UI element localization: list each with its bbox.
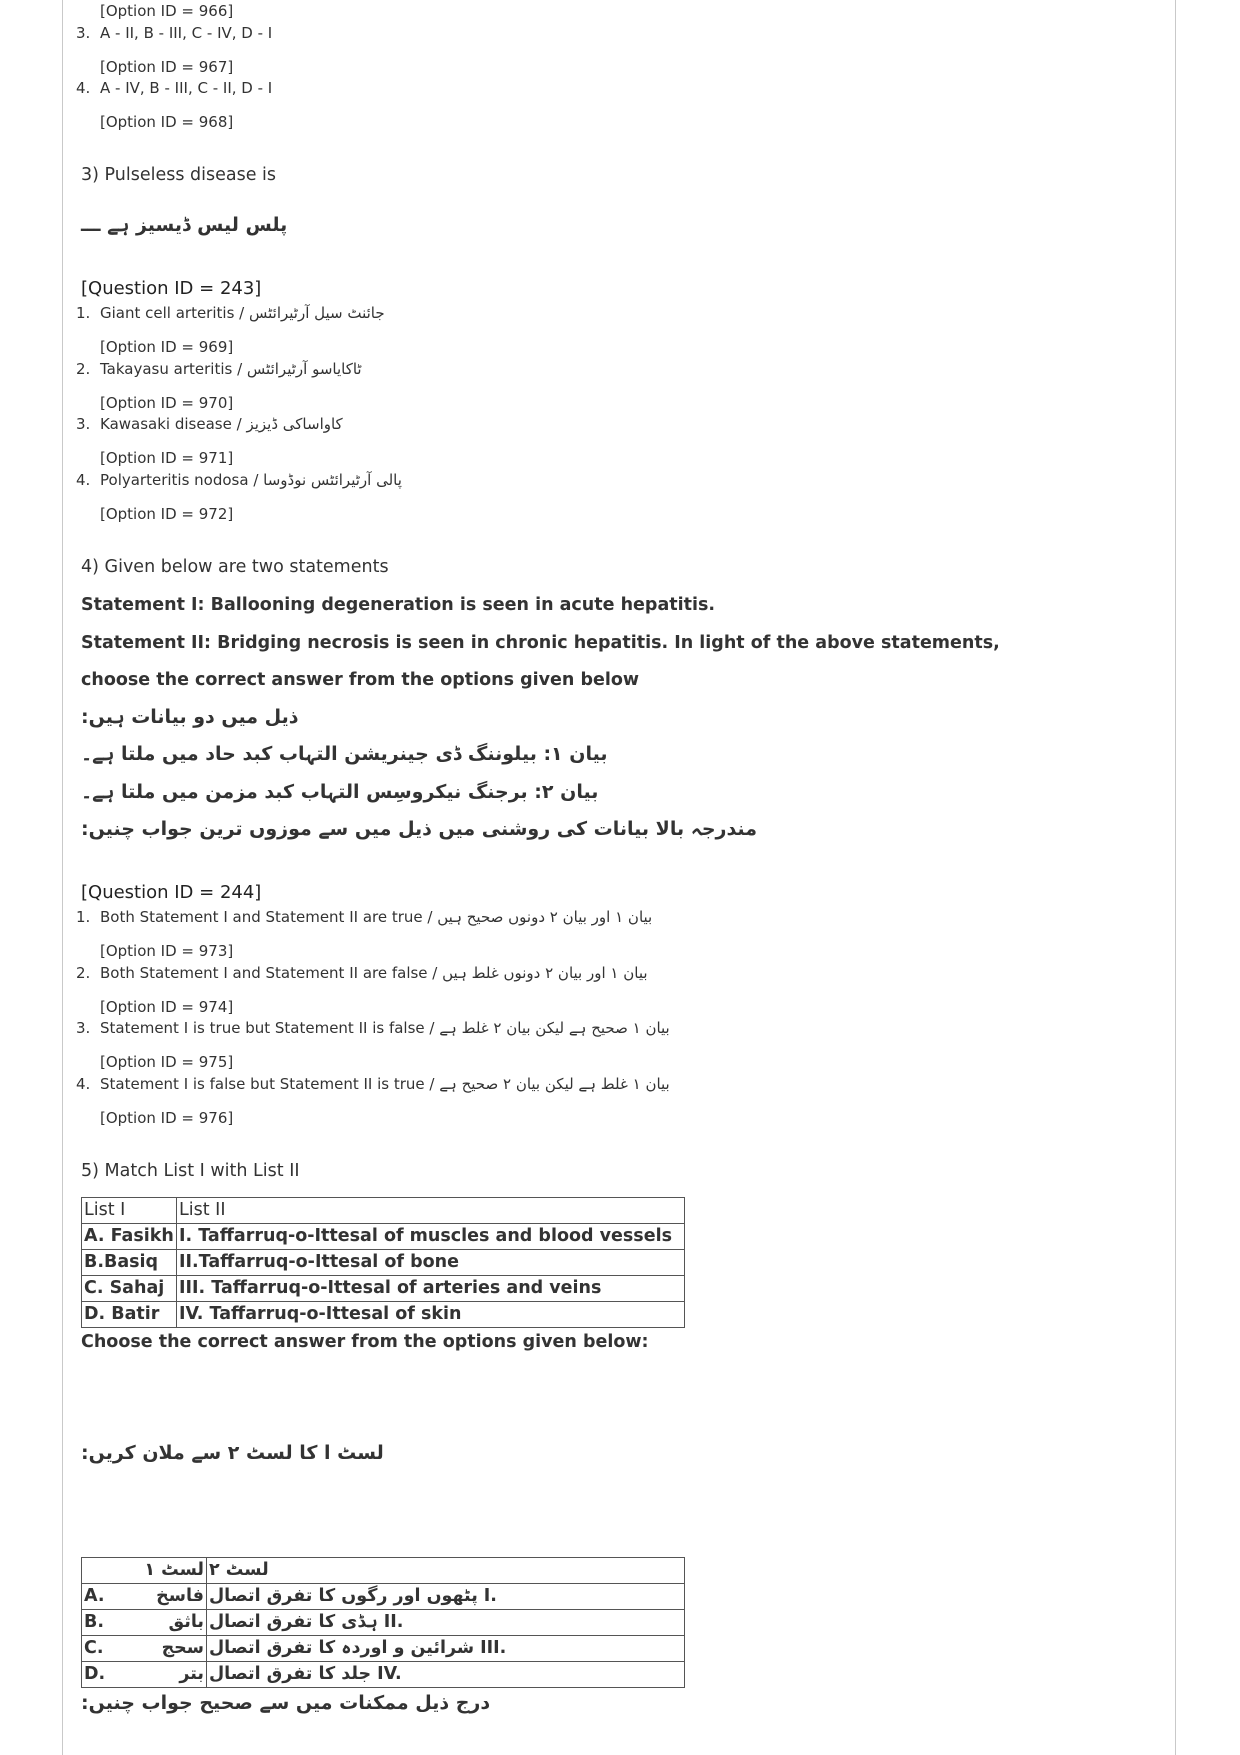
- table-header-cell: لسٹ ۱: [82, 1558, 207, 1584]
- option-text: Both Statement I and Statement II are true / بیان ۱ اور بیان ۲ دونوں صحیح ہیں: [100, 908, 653, 926]
- table-cell: B.Basiq: [82, 1250, 177, 1276]
- urdu-line: ذیل میں دو بیانات ہیں:: [81, 706, 299, 728]
- urdu-choose-instruction: درج ذیل ممکنات میں سے صحیح جواب چنیں:: [81, 1692, 491, 1714]
- table-cell: I. پٹھوں اور رگوں کا تفرق اتصال: [207, 1584, 685, 1610]
- table-cell: B. باثق: [82, 1610, 207, 1636]
- page-border-left: [62, 0, 63, 1755]
- table-header-cell: List I: [82, 1198, 177, 1224]
- question-id: [Question ID = 244]: [81, 882, 262, 903]
- table-row: [82, 1302, 685, 1328]
- option-number: 3.: [76, 24, 91, 42]
- table-cell: C. Sahaj: [82, 1276, 177, 1302]
- option-id: [Option ID = 967]: [100, 58, 234, 76]
- page-border-right: [1175, 0, 1176, 1755]
- table-cell: D. بتر: [82, 1662, 207, 1688]
- table-row: [82, 1584, 685, 1610]
- match-table-urdu: [81, 1557, 685, 1688]
- table-row: [82, 1636, 685, 1662]
- option-number: 1.: [76, 908, 91, 926]
- table-cell: III. Taffarruq-o-Ittesal of arteries and veins: [177, 1276, 685, 1302]
- table-cell: A. Fasikh: [82, 1224, 177, 1250]
- table-header-cell: List II: [177, 1198, 685, 1224]
- table-row: [82, 1250, 685, 1276]
- option-number: 3.: [76, 415, 91, 433]
- question-id: [Question ID = 243]: [81, 278, 262, 299]
- table-cell: C. سحج: [82, 1636, 207, 1662]
- question-heading: 5) Match List I with List II: [81, 1161, 300, 1181]
- option-text: Polyarteritis nodosa / پالی آرٹیرائٹس نوڈوسا: [100, 471, 402, 489]
- option-text: A - II, B - III, C - IV, D - I: [100, 24, 273, 42]
- question-urdu: پلس لیس ڈیسیز ہے ـــ: [81, 214, 288, 236]
- question-heading: 3) Pulseless disease is: [81, 165, 277, 185]
- urdu-line: بیان ۱: بیلوننگ ڈی جینریشن التہاب کبد حاد میں ملتا ہے۔: [81, 743, 608, 765]
- option-id: [Option ID = 969]: [100, 338, 234, 356]
- table-header-row: [82, 1558, 685, 1584]
- statement-instruction: choose the correct answer from the options given below: [81, 670, 640, 690]
- option-text: Statement I is true but Statement II is false / بیان ۱ صحیح ہے لیکن بیان ۲ غلط ہے: [100, 1019, 670, 1037]
- option-number: 2.: [76, 360, 91, 378]
- table-header-row: [82, 1198, 685, 1224]
- table-row: [82, 1610, 685, 1636]
- option-text: Takayasu arteritis / ٹاکایاسو آرٹیرائٹس: [100, 360, 362, 378]
- option-number: 3.: [76, 1019, 91, 1037]
- table-row: [82, 1276, 685, 1302]
- table-cell: IV. Taffarruq-o-Ittesal of skin: [177, 1302, 685, 1328]
- table-cell: A. فاسخ: [82, 1584, 207, 1610]
- urdu-line: مندرجہ بالا بیانات کی روشنی میں ذیل میں سے موزوں ترین جواب چنیں:: [81, 818, 757, 840]
- option-id: [Option ID = 966]: [100, 2, 234, 20]
- choose-instruction: Choose the correct answer from the options given below:: [81, 1332, 649, 1352]
- option-id: [Option ID = 968]: [100, 113, 234, 131]
- table-row: [82, 1662, 685, 1688]
- option-id: [Option ID = 971]: [100, 449, 234, 467]
- option-id: [Option ID = 973]: [100, 942, 234, 960]
- urdu-line: بیان ۲: برجنگ نیکروسِس التہاب کبد مزمن میں ملتا ہے۔: [81, 781, 599, 803]
- option-text: A - IV, B - III, C - II, D - I: [100, 79, 273, 97]
- option-number: 4.: [76, 79, 91, 97]
- table-cell: D. Batir: [82, 1302, 177, 1328]
- option-text: Statement I is false but Statement II is true / بیان ۱ غلط ہے لیکن بیان ۲ صحیح ہے: [100, 1075, 670, 1093]
- option-text: Kawasaki disease / کاواساکی ڈیزیز: [100, 415, 343, 433]
- option-number: 1.: [76, 304, 91, 322]
- question-heading: 4) Given below are two statements: [81, 557, 389, 577]
- option-text: Both Statement I and Statement II are false / بیان ۱ اور بیان ۲ دونوں غلط ہیں: [100, 964, 648, 982]
- option-number: 4.: [76, 471, 91, 489]
- option-id: [Option ID = 974]: [100, 998, 234, 1016]
- table-cell: I. Taffarruq-o-Ittesal of muscles and blood vessels: [177, 1224, 685, 1250]
- statement-2: Statement II: Bridging necrosis is seen in chronic hepatitis. In light of the above statements,: [81, 633, 1000, 653]
- option-number: 4.: [76, 1075, 91, 1093]
- table-cell: II. ہڈی کا تفرق اتصال: [207, 1610, 685, 1636]
- table-cell: II.Taffarruq-o-Ittesal of bone: [177, 1250, 685, 1276]
- option-number: 2.: [76, 964, 91, 982]
- option-text: Giant cell arteritis / جائنٹ سیل آرٹیرائٹس: [100, 304, 385, 322]
- table-cell: III. شرائین و اوردہ کا تفرق اتصال: [207, 1636, 685, 1662]
- table-cell: IV. جلد کا تفرق اتصال: [207, 1662, 685, 1688]
- urdu-heading: لسٹ ا کا لسٹ ۲ سے ملان کریں:: [81, 1442, 384, 1464]
- option-id: [Option ID = 976]: [100, 1109, 234, 1127]
- option-id: [Option ID = 970]: [100, 394, 234, 412]
- match-table-english: [81, 1197, 685, 1328]
- statement-1: Statement I: Ballooning degeneration is seen in acute hepatitis.: [81, 595, 716, 615]
- table-header-cell: لسٹ ۲: [207, 1558, 685, 1584]
- option-id: [Option ID = 972]: [100, 505, 234, 523]
- table-row: [82, 1224, 685, 1250]
- option-id: [Option ID = 975]: [100, 1053, 234, 1071]
